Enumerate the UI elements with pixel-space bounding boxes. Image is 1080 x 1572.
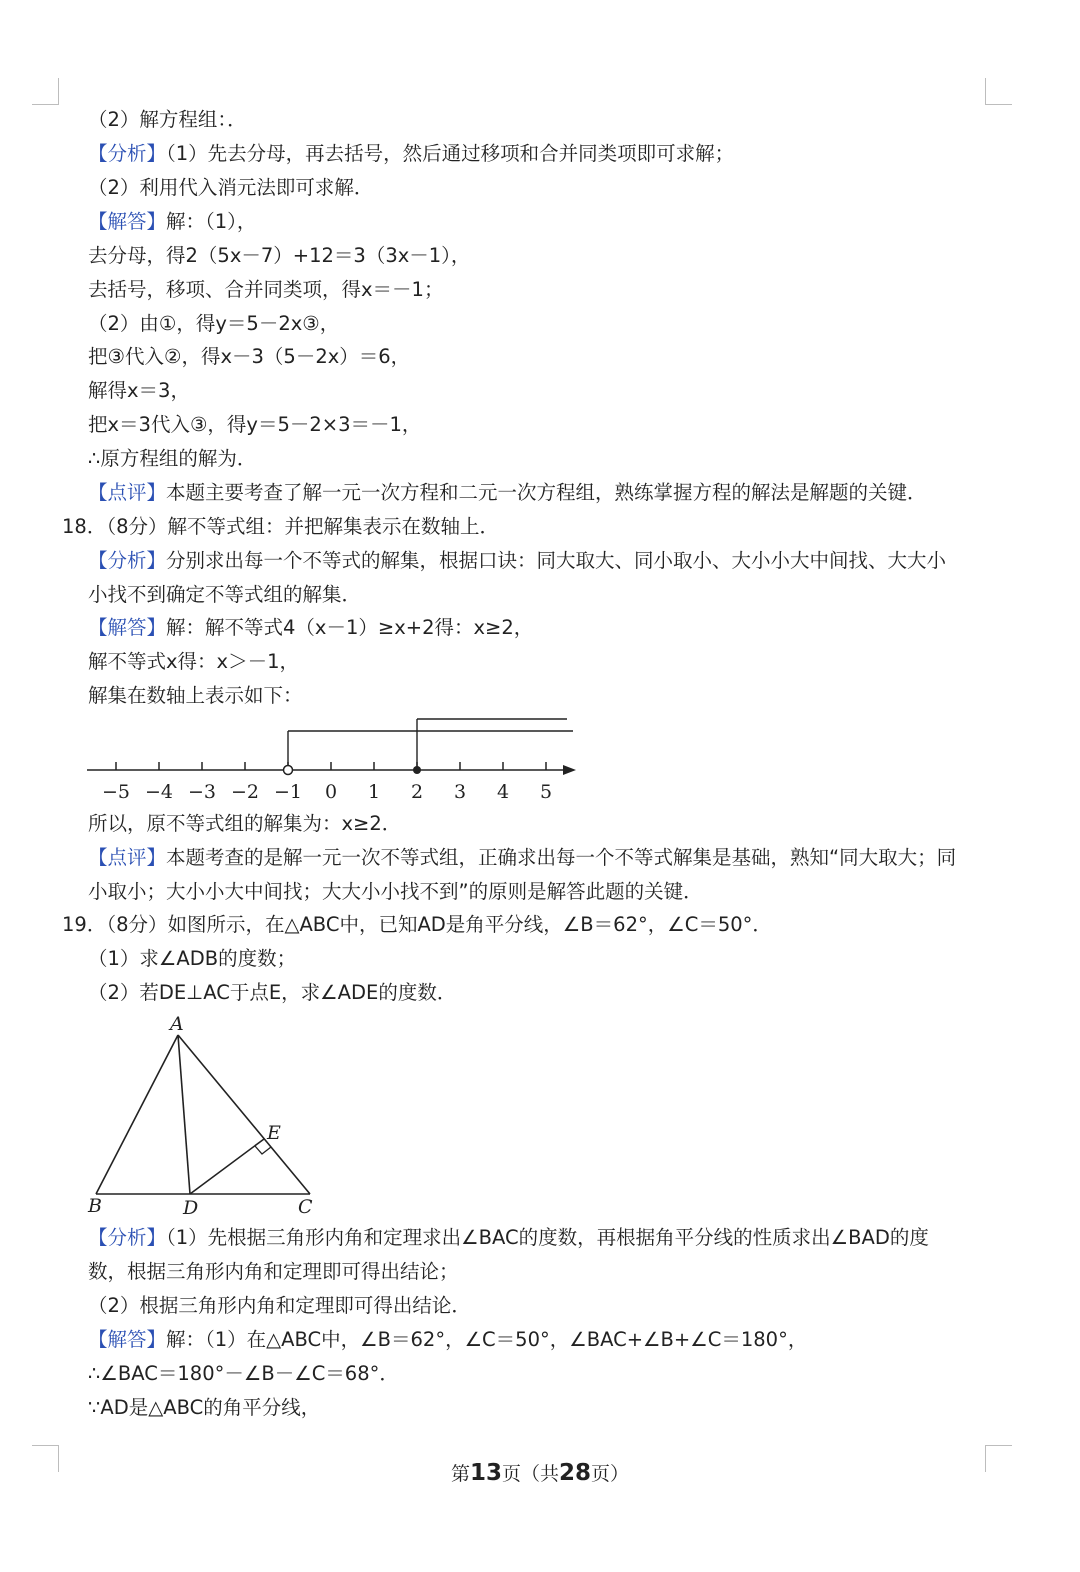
tick-label: 4 [496, 781, 510, 803]
text-line: 去分母，得2（5x－7）+12＝3（3x－1）， [88, 244, 471, 267]
crop-mark-top-right [985, 78, 1012, 105]
text-line: 把x＝3代入③，得y＝5－2×3＝－1， [88, 413, 422, 436]
label-b: B [88, 1195, 102, 1217]
text-line: （2）根据三角形内角和定理即可得出结论． [88, 1294, 471, 1317]
question-19: 19．（8分）如图所示，在△ABC中，已知AD是角平分线，∠B＝62°，∠C＝50°． [62, 913, 772, 936]
tick-label: −4 [144, 781, 174, 803]
text-line: （2）若DE⊥AC于点E，求∠ADE的度数． [88, 981, 457, 1004]
text-line: 数，根据三角形内角和定理即可得出结论； [88, 1260, 459, 1283]
text-line: 去括号，移项、合并同类项，得x＝－1； [88, 278, 444, 301]
tick-label: −2 [230, 781, 260, 803]
text-line: 把③代入②，得x－3（5－2x）＝6， [88, 345, 411, 368]
tick-label: 0 [324, 781, 338, 803]
answer-tag: 【解答】 [88, 1328, 167, 1351]
segment-ad [178, 1035, 190, 1194]
answer-tag: 【解答】 [88, 210, 167, 233]
label-c: C [298, 1196, 313, 1218]
tick-label: −5 [101, 781, 131, 803]
page-total: 28 [559, 1460, 592, 1486]
open-point [284, 766, 293, 775]
side-ac [178, 1035, 310, 1194]
text-line: 【分析】（1）先根据三角形内角和定理求出∠BAC的度数，再根据角平分线的性质求出∠BAD的度 [88, 1226, 929, 1249]
tick-label: −1 [273, 781, 303, 803]
right-angle-mark [255, 1146, 271, 1154]
tick-label: 2 [410, 781, 424, 803]
text-line: 【解答】解：（1）在△ABC中，∠B＝62°，∠C＝50°，∠BAC+∠B+∠C＝180°， [88, 1328, 808, 1351]
text-line: 解集在数轴上表示如下： [88, 684, 303, 707]
comment-tag: 【点评】 [88, 481, 167, 504]
text-line: （2）利用代入消元法即可求解． [88, 176, 374, 199]
tick-label: −3 [187, 781, 217, 803]
text-line: 【点评】本题考查的是解一元一次不等式组，正确求出每一个不等式解集是基础，熟知“同大取大；同 [88, 846, 957, 869]
analysis-tag: 【分析】 [88, 142, 167, 165]
text-line: ∴原方程组的解为． [88, 447, 257, 470]
side-ab [96, 1035, 178, 1194]
triangle-figure [82, 1012, 322, 1217]
segment-de [190, 1139, 264, 1194]
tick-label: 3 [453, 781, 467, 803]
text-line: （2）解方程组：． [88, 108, 247, 131]
crop-mark-top-left [32, 78, 59, 105]
tick-label: 1 [367, 781, 381, 803]
text-line: ∵AD是△ABC的角平分线， [88, 1396, 321, 1419]
text-line: 【分析】（1）先去分母，再去括号，然后通过移项和合并同类项即可求解； [88, 142, 735, 165]
text-line: 解得x＝3， [88, 379, 190, 402]
text-line: （1）求∠ADB的度数； [88, 947, 297, 970]
page-footer: 第13页（共28页） [450, 1460, 630, 1486]
label-a: A [170, 1013, 184, 1035]
text-line: 所以，原不等式组的解集为：x≥2． [88, 812, 402, 835]
text-line: 【解答】解：（1）， [88, 210, 257, 233]
text-line: 解不等式x得：x＞－1， [88, 650, 299, 673]
analysis-tag: 【分析】 [88, 549, 167, 572]
arrow-head [563, 765, 576, 775]
analysis-tag: 【分析】 [88, 1226, 167, 1249]
answer-tag: 【解答】 [88, 616, 167, 639]
tick-label: 5 [539, 781, 553, 803]
label-e: E [267, 1122, 281, 1144]
closed-point [413, 766, 421, 774]
page-number: 13 [469, 1460, 502, 1486]
comment-tag: 【点评】 [88, 846, 167, 869]
text-line: ∴∠BAC＝180°－∠B－∠C＝68°． [88, 1362, 399, 1385]
text-line: 【点评】本题主要考查了解一元一次方程和二元一次方程组，熟练掌握方程的解法是解题的关键． [88, 481, 927, 504]
label-d: D [183, 1197, 199, 1219]
text-line: 小找不到确定不等式组的解集． [88, 583, 362, 606]
text-line: 【解答】解：解不等式4（x－1）≥x+2得：x≥2， [88, 616, 534, 639]
text-line: 【分析】分别求出每一个不等式的解集，根据口诀：同大取大、同小取小、大小小大中间找、大大小 [88, 549, 947, 572]
text-line: （2）由①，得y＝5－2x③， [88, 312, 340, 335]
text-line: 小取小；大小小大中间找；大大小小找不到”的原则是解答此题的关键． [88, 880, 703, 903]
question-18: 18．（8分）解不等式组：并把解集表示在数轴上． [62, 515, 499, 538]
number-line-figure [85, 712, 585, 812]
